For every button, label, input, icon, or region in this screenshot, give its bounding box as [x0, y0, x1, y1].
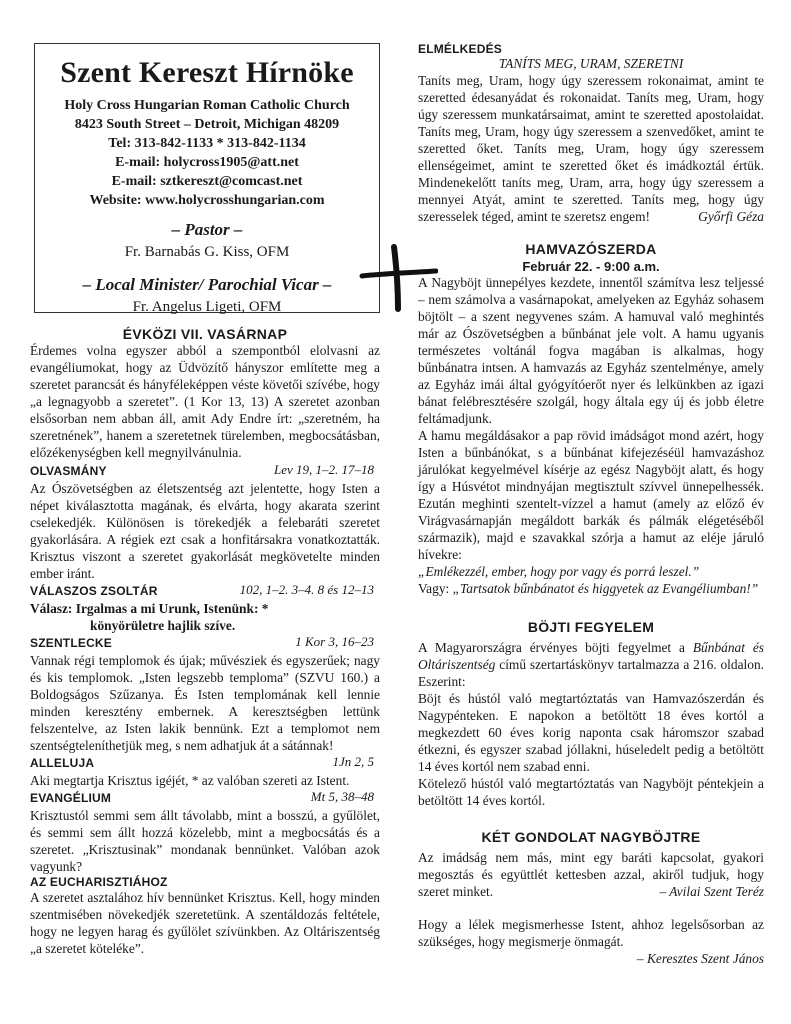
olvasmany-label: OLVASMÁNY [30, 464, 107, 478]
pastor-role: – Pastor – [171, 220, 243, 239]
hamvazo-p1: A Nagyböjt ünnepélyes kezdete, innentől számítva lesz teljessé – nem számolva a vasárnapokat, amelyeken az Egyház sohasem böjtölt – a szent negyvenes szám. A hamuval való meghintés már az Ószövetségben a bűnbánat jele volt. A hamu ugyanis természetes voltánál fogva magában is alkalmas, hogy bűnbánatra intsen. A hamvazás az Egyház szentelménye, amely az Egyház imái által gyógyítóerőt nyer és lelkünkben az igazi bánat felébresztésére szolgál, hogy általa egy új és jobb életre feltámadjunk. [418, 275, 764, 426]
euch-label: AZ EUCHARISZTIÁHOZ [30, 875, 168, 889]
church-email-1: E-mail: holycross1905@att.net [115, 155, 299, 170]
evangelium-header [30, 789, 380, 807]
bojti-title: BÖJTI FEGYELEM [527, 619, 655, 635]
hamvazo-vagy: Vagy: [418, 581, 453, 596]
masthead [34, 43, 380, 313]
evangelium-label: EVANGÉLIUM [30, 791, 112, 805]
sunday-title: ÉVKÖZI VII. VASÁRNAP [122, 326, 288, 342]
vicar-role: – Local Minister/ Parochial Vicar – [82, 275, 332, 294]
ket-p2-author-line [418, 950, 764, 967]
euch-text: A szeretet asztalához hív bennünket Krisztus. Kell, hogy minden szentmisében növekedjék szeretetünk. A szentáldozás feltétele, hogy ne legyen harag és gyűlölet szívünkben. Az Oltáriszentség „a szeretet köteléke”. [30, 890, 380, 956]
szentlecke-header [30, 634, 380, 652]
ket-p1-text: Az imádság nem más, mint egy baráti kapcsolat, gyakori megosztás és együttlét kettesben azzal, akiről tudjuk, hogy szeret minket. [418, 850, 764, 899]
church-phone: Tel: 313-842-1133 * 313-842-1134 [108, 136, 306, 151]
hamvazo-time: Február 22. - 9:00 a.m. [522, 259, 660, 274]
bojti-p1-a: A Magyarországra érvényes böjti fegyelmet a [418, 640, 693, 655]
elmelkedes-subtitle: TANÍTS MEG, URAM, SZERETNI [498, 56, 684, 71]
szentlecke-label: SZENTLECKE [30, 636, 113, 650]
church-email-2: E-mail: sztkereszt@comcast.net [111, 174, 303, 189]
alleluja-ref: 1Jn 2, 5 [332, 754, 374, 769]
sunday-intro: Érdemes volna egyszer abból a szempontból elolvasni az evangéliumokat, hogy az Üdvözítő hányszor említette meg a szeretet parancsát és hányféleképpen véste követői szívébe, hogy „a legnagyobb a szeretet”. (1 Kor 13, 13) A szeretet azonban elsősorban nem abban áll, amit Ady Endre írt: „szeretném, ha szeretnének”, hanem a szeretetnek türelemben, megbocsátásban, előzékenységben kell megnyilvánulnia. [30, 343, 380, 460]
elmelkedes-text [418, 72, 764, 225]
ket-p2-author: – Keresztes Szent János [636, 951, 764, 966]
olvasmany-header [30, 462, 380, 480]
right-column [418, 42, 764, 967]
szentlecke-ref: 1 Kor 3, 16–23 [295, 634, 374, 649]
church-name: Holy Cross Hungarian Roman Catholic Church [64, 98, 350, 113]
left-column [30, 326, 380, 957]
bojti-book-title: Bűnbánat és Oltáriszentség [418, 640, 764, 672]
bojti-p2: Böjt és hústól való megtartóztatás van Hamvazószerdán és Nagypénteken. E napokon a betöltött 18 éves kortól a megkezdett 60 éves korig naponta csak háromszor szabad étkezni, és egyszer szabad jóllakni, húseledelt pedig a betöltött 14 éves kortól nem szabad enni. [418, 691, 764, 774]
bojti-p1 [418, 639, 764, 690]
szentlecke-text: Vannak régi templomok és újak; művésziek és egyszerűek; nagy és kis templomok. „Isten legszebb temploma” (SZVU 160.) a Boldogságos Szűzanya. És Isten templomának kell lennie minden keresztény embernek. A keresztségben lettünk felszentelve, az Isten lakik bennünk. Ezt a templomot nem szentségteleníthetjük meg, s nem adhatjuk át a sátánnak! [30, 653, 380, 753]
church-address: 8423 South Street – Detroit, Michigan 48209 [74, 117, 340, 132]
elmelkedes-author: Győrfi Géza [698, 209, 764, 224]
vicar-name: Fr. Angelus Ligeti, OFM [132, 299, 282, 315]
olvasmany-text: Az Ószövetségben az életszentség azt jelentette, hogy Isten a népet kiválasztotta magának, és elvárta, hogy akarata szerint cselekedjék. Különösen is törekedjék a felebaráti szeretet gyakorlására. A régiek ezt csak a honfitársakra vonatkoztatták. Krisztus viszont a szeretet gyakorlását megkövetelte minden ember iránt. [30, 481, 380, 581]
elmelkedes-body: Taníts meg, Uram, hogy úgy szeressem rokonaimat, amint te szeretted édesanyádat és rokonaidat. Taníts meg, Uram, hogy úgy szeressem munkatársaimat, amint te szeretted apostolaidat. Taníts meg, Uram, hogy úgy szeressem a szenvedőket, amint te szeretted őket. Taníts meg, Uram, hogy úgy szeressem ellenségeimet, amint te szeretted őket és imádkoztál értük. Mindenekelőtt taníts meg, Uram, arra, hogy úgy szeressem a mennyei Atyát, amint te szeretted. Taníts meg, hogy úgy szeresselek téged, amint te szeretsz engem! [418, 73, 764, 224]
ket-p1 [418, 849, 764, 900]
pastor-name: Fr. Barnabás G. Kiss, OFM [124, 244, 290, 260]
evangelium-ref: Mt 5, 38–48 [310, 789, 374, 804]
elmelkedes-label: ELMÉLKEDÉS [418, 42, 503, 56]
valasz-line-1: Válasz: Irgalmas a mi Urunk, Istenünk: * [30, 601, 269, 616]
bojti-p3: Kötelező hústól való megtartóztatás van Nagyböjt péntekjein a betöltött 14 éves kortól. [418, 776, 764, 808]
hamvazo-p2: A hamu megáldásakor a pap rövid imádságot mond azért, hogy Isten a bűnbánókat, s a bűnbánat kifejezéséül hamvazáshoz járulókat kegyelmével kísérje az egész Nagyböjt alatt, és hogy így a Húsvétot mindnyájan megtisztult szívvel ünnepelhessék. Ezután meghinti szentelt-vízzel a hamut (amely az előző év Virágvasárnapján megáldott barkák és pálmák elégetéséből származik), majd e szavakkal szórja a hamut az eléje járuló hívekre: [418, 428, 764, 562]
ket-p1-author: – Avilai Szent Teréz [659, 884, 764, 899]
evangelium-text: Krisztustól semmi sem állt távolabb, mint a bosszú, a gyűlölet, és semmi sem állt hozzá közelebb, mint a megbocsátás és a szeretet. „Krisztusinak” mondanak bennünket. Valóban azok vagyunk? [30, 808, 380, 874]
ket-p2 [418, 916, 764, 950]
alleluja-header [30, 754, 380, 772]
olvasmany-ref: Lev 19, 1–2. 17–18 [273, 462, 374, 477]
valasz-line-2: könyörületre hajlik szíve. [90, 618, 236, 633]
alleluja-label: ALLELUJA [30, 756, 95, 770]
ket-title: KÉT GONDOLAT NAGYBÖJTRE [481, 829, 701, 845]
bojti-p1-c: című szertartáskönyv tartalmazza a 216. oldalon. Eszerint: [418, 657, 764, 689]
zsoltar-ref: 102, 1–2. 3–4. 8 és 12–13 [239, 582, 374, 597]
ket-p2-text: Hogy a lélek megismerhesse Istent, ahhoz legelsősorban az szükséges, hogy megismerje önmagát. [418, 917, 764, 949]
zsoltar-header [30, 582, 380, 600]
church-website: Website: www.holycrosshungarian.com [89, 193, 325, 208]
alleluja-text: Aki megtartja Krisztus igéjét, * az valóban szereti az Istent. [30, 773, 350, 788]
hamvazo-quote-2-line [418, 580, 764, 597]
hamvazo-title: HAMVAZÓSZERDA [525, 241, 657, 257]
hamvazo-quote-1: „Emlékezzél, ember, hogy por vagy és porrá leszel.” [418, 564, 700, 579]
zsoltar-label: VÁLASZOS ZSOLTÁR [30, 584, 158, 598]
newsletter-title: Szent Kereszt Hírnöke [60, 56, 354, 89]
hamvazo-quote-2: „Tartsatok bűnbánatot és higgyetek az Evangéliumban!” [452, 581, 759, 596]
